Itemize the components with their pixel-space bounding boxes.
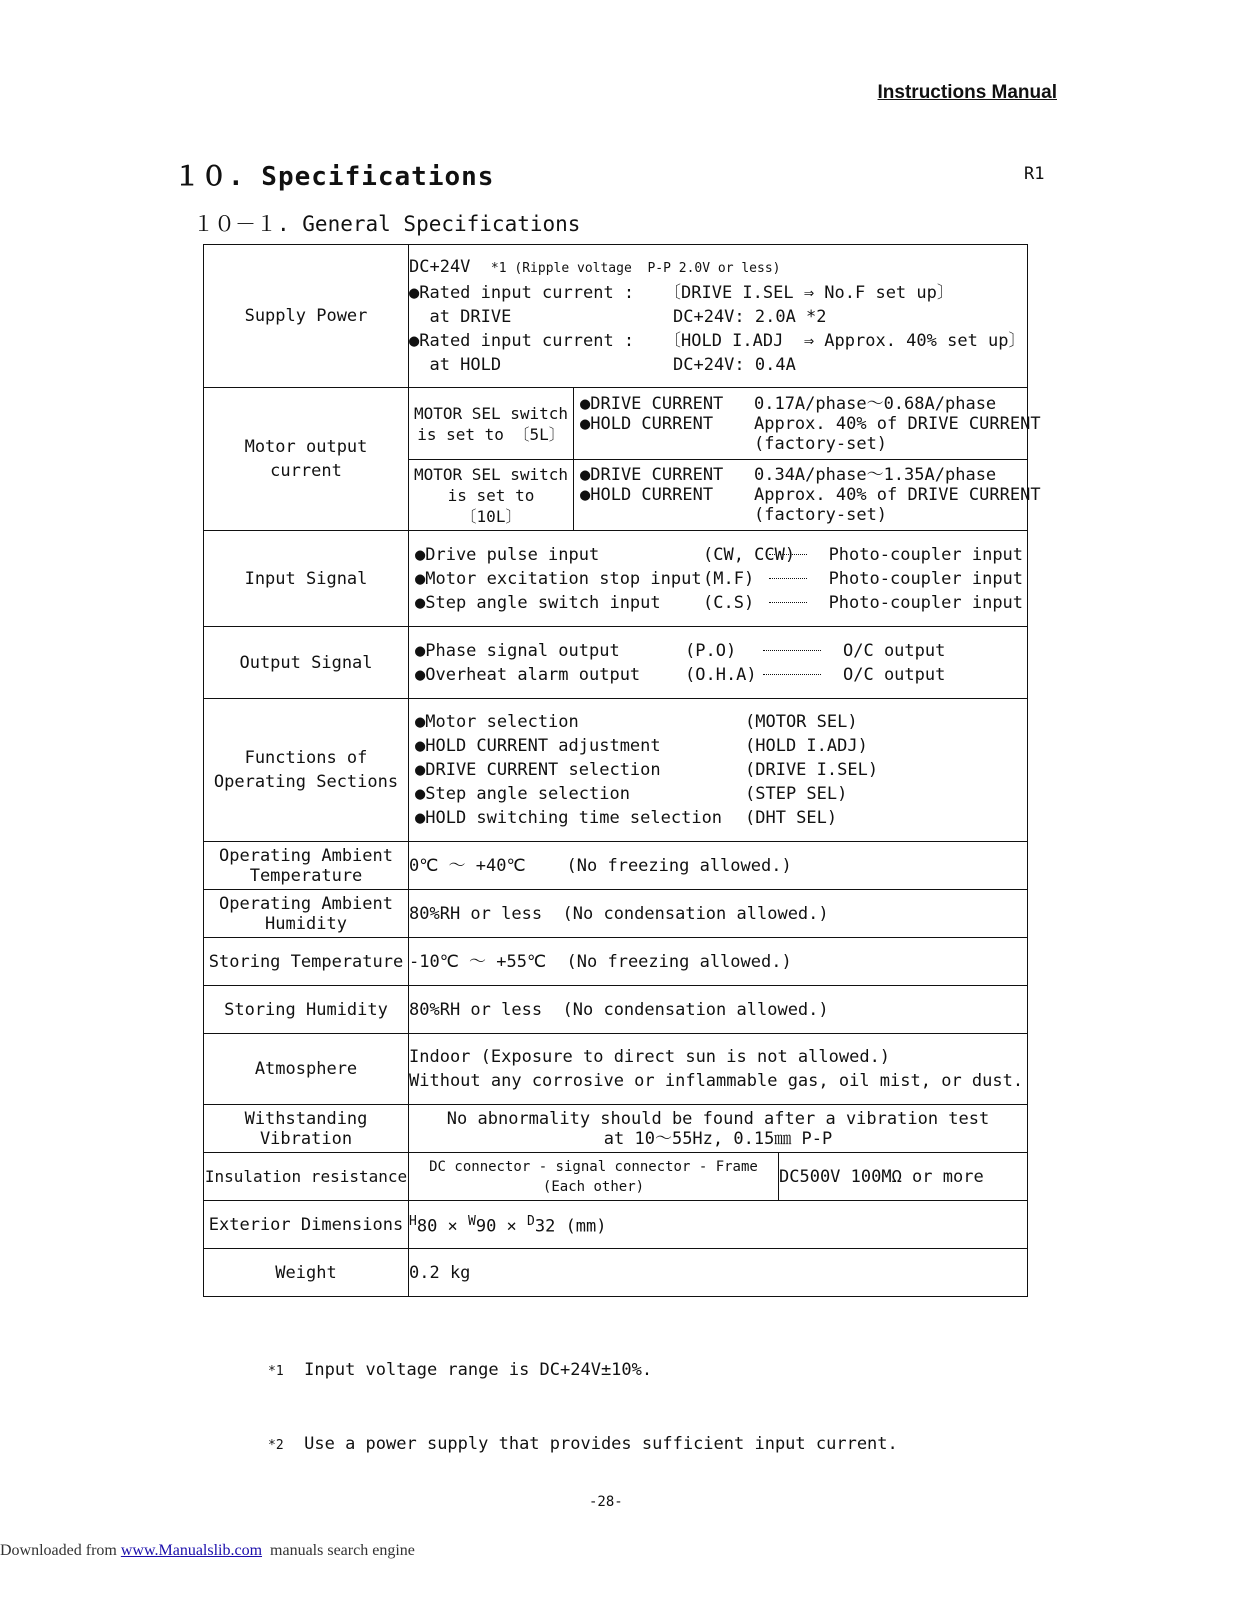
- vibration-line-2: at 10～55Hz, 0.15㎜ P-P: [603, 1128, 833, 1149]
- op-temp-label-2: Temperature: [249, 865, 363, 886]
- output-signal-code: (O.H.A): [685, 664, 757, 685]
- vibration-line-1: No abnormality should be found after a vibration test: [446, 1108, 990, 1129]
- table-row-dimensions: [204, 1201, 1028, 1249]
- motor-sel-5l-values: [574, 388, 1041, 460]
- weight-value: 0.2 kg: [409, 1249, 1028, 1297]
- rated-drive-setting: 〔DRIVE I.SEL ⇒ No.F set up〕: [664, 283, 954, 303]
- rated-hold-label: ●Rated input current :: [409, 331, 635, 351]
- atmosphere-line-2: Without any corrosive or inflammable gas, oil mist, or dust.: [409, 1071, 1024, 1091]
- manual-title: Instructions Manual: [877, 82, 1057, 103]
- op-temp-label-1: Operating Ambient: [219, 845, 393, 866]
- functions-label-1: Functions of: [244, 748, 368, 768]
- download-prefix: Downloaded from: [0, 1542, 121, 1559]
- subsection-title: １０－１. General Specifications: [193, 212, 581, 236]
- supply-voltage-note: *1 (Ripple voltage P-P 2.0V or less): [490, 261, 781, 276]
- op-temp-value: 0℃ ～ +40℃ (No freezing allowed.): [409, 842, 1028, 890]
- table-row-operating-humidity: [204, 890, 1028, 938]
- input-signal-name: ●Drive pulse input: [415, 544, 600, 565]
- factory-set-5l: (factory-set): [580, 433, 888, 454]
- rated-current-drive: [409, 281, 1027, 329]
- page-number: -28-: [589, 1494, 623, 1510]
- table-row-motor-output-5l: [204, 388, 1028, 460]
- rated-hold-setting: 〔HOLD I.ADJ ⇒ Approx. 40% set up〕: [664, 331, 1026, 351]
- motor-output-label-1: Motor output: [244, 437, 368, 457]
- dimension-width: 90 ×: [475, 1216, 528, 1237]
- dimension-width-mark: W: [468, 1214, 476, 1230]
- function-name: ●DRIVE CURRENT selection: [415, 760, 661, 780]
- op-temp-label: [204, 842, 409, 890]
- storing-humidity-label: Storing Humidity: [204, 986, 409, 1034]
- footnotes: [268, 1310, 898, 1482]
- table-row-insulation: [204, 1153, 1028, 1201]
- storing-temp-value: -10℃ ～ +55℃ (No freezing allowed.): [409, 938, 1028, 986]
- op-humidity-label-1: Operating Ambient: [219, 893, 393, 914]
- download-bar: [0, 1542, 415, 1560]
- dimension-height: 80 ×: [416, 1216, 469, 1237]
- table-row-vibration: [204, 1105, 1028, 1153]
- input-signal-label: Input Signal: [204, 531, 409, 627]
- function-code: (DHT SEL): [745, 808, 838, 828]
- general-specifications-table: [203, 244, 1041, 1297]
- functions-label: [204, 699, 409, 842]
- input-signal-type: Photo-coupler input: [828, 544, 1024, 565]
- leader-dots: [763, 650, 821, 651]
- dimensions-label: Exterior Dimensions: [204, 1201, 409, 1249]
- motor-sel-10l-values: [574, 460, 1041, 531]
- function-code: (STEP SEL): [745, 784, 848, 804]
- footnote-1: [268, 1358, 898, 1384]
- table-row-storing-temperature: [204, 938, 1028, 986]
- revision-label: R1: [1024, 164, 1045, 184]
- drive-current-5l: ●DRIVE CURRENT 0.17A/phase～0.68A/phase: [580, 393, 997, 414]
- dimension-depth: 32 (mm): [534, 1216, 607, 1237]
- leader-dots: [769, 602, 807, 603]
- leader-dots: [769, 554, 807, 555]
- function-code: (DRIVE I.SEL): [745, 760, 879, 780]
- hold-current-5l: ●HOLD CURRENT Approx. 40% of DRIVE CURRENT: [580, 413, 1041, 434]
- table-row-storing-humidity: [204, 986, 1028, 1034]
- table-row-input-signal: [204, 531, 1028, 627]
- op-humidity-label-2: Humidity: [265, 913, 347, 934]
- input-signal-code: (CW, CCW): [703, 544, 796, 565]
- section-title: １０. Specifications: [174, 162, 495, 192]
- vibration-label-2: Vibration: [259, 1128, 353, 1149]
- motor-sel-10l-line-3: 〔10L〕: [460, 506, 522, 526]
- rated-hold-value: DC+24V: 0.4A: [673, 355, 796, 375]
- dimension-height-mark: H: [409, 1214, 417, 1230]
- output-signal-list: [415, 639, 1027, 687]
- insulation-value: DC500V 100MΩ or more: [779, 1153, 1028, 1201]
- insulation-condition-line-2: (Each other): [542, 1178, 645, 1195]
- functions-value: [409, 699, 1028, 842]
- output-signal-name: ●Phase signal output: [415, 640, 620, 661]
- op-humidity-value: 80%RH or less (No condensation allowed.): [409, 890, 1028, 938]
- vibration-value: [409, 1105, 1028, 1153]
- vibration-label: [204, 1105, 409, 1153]
- function-name: ●HOLD switching time selection: [415, 808, 723, 828]
- supply-power-label: Supply Power: [204, 245, 409, 388]
- rated-hold-at: at HOLD: [409, 355, 502, 375]
- drive-current-10l: ●DRIVE CURRENT 0.34A/phase～1.35A/phase: [580, 465, 997, 485]
- motor-sel-10l-line-1: MOTOR SEL switch: [413, 464, 569, 484]
- motor-output-label-2: current: [270, 461, 342, 481]
- table-row-supply-power: [204, 245, 1028, 388]
- download-suffix: manuals search engine: [262, 1542, 415, 1559]
- insulation-label: Insulation resistance: [204, 1153, 409, 1201]
- input-signal-value: [409, 531, 1028, 627]
- motor-sel-5l-condition: [409, 388, 574, 460]
- weight-label: Weight: [204, 1249, 409, 1297]
- table-row-output-signal: [204, 627, 1028, 699]
- rated-drive-at: at DRIVE: [409, 307, 512, 327]
- vibration-label-1: Withstanding: [244, 1108, 368, 1129]
- supply-power-value: [409, 245, 1028, 388]
- input-signal-name: ●Step angle switch input: [415, 592, 661, 613]
- rated-drive-value: DC+24V: 2.0A *2: [673, 307, 827, 327]
- motor-sel-10l-condition: [409, 460, 574, 531]
- input-signal-code: (C.S): [703, 592, 755, 613]
- motor-sel-5l-line-1: MOTOR SEL switch: [413, 403, 569, 423]
- storing-temp-label: Storing Temperature: [204, 938, 409, 986]
- output-signal-value: [409, 627, 1028, 699]
- output-signal-type: O/C output: [843, 640, 946, 661]
- functions-list: [415, 710, 1027, 830]
- function-name: ●Step angle selection: [415, 784, 630, 804]
- input-signal-type: Photo-coupler input: [828, 568, 1024, 589]
- motor-sel-10l-line-2: is set to: [447, 485, 535, 505]
- supply-voltage: DC+24V: [409, 257, 471, 277]
- output-signal-type: O/C output: [843, 664, 946, 685]
- table-row-operating-temperature: [204, 842, 1028, 890]
- input-signal-name: ●Motor excitation stop input: [415, 568, 702, 589]
- storing-humidity-value: 80%RH or less (No condensation allowed.): [409, 986, 1028, 1034]
- dimension-depth-mark: D: [527, 1214, 535, 1230]
- rated-drive-label: ●Rated input current :: [409, 283, 635, 303]
- footnote-2: [268, 1432, 898, 1458]
- leader-dots: [763, 674, 821, 675]
- table-row-functions: [204, 699, 1028, 842]
- function-code: (MOTOR SEL): [745, 712, 858, 732]
- leader-dots: [769, 578, 807, 579]
- function-name: ●HOLD CURRENT adjustment: [415, 736, 661, 756]
- atmosphere-value: [409, 1034, 1028, 1105]
- function-name: ●Motor selection: [415, 712, 579, 732]
- input-signal-type: Photo-coupler input: [828, 592, 1024, 613]
- op-humidity-label: [204, 890, 409, 938]
- output-signal-name: ●Overheat alarm output: [415, 664, 641, 685]
- input-signal-code: (M.F): [703, 568, 755, 589]
- motor-sel-5l-line-2: is set to 〔5L〕: [417, 424, 565, 444]
- function-code: (HOLD I.ADJ): [745, 736, 868, 756]
- rated-current-hold: [409, 329, 1027, 377]
- input-signal-list: [415, 543, 1023, 615]
- footnote-mark: *2: [268, 1438, 284, 1453]
- table-row-atmosphere: [204, 1034, 1028, 1105]
- table-row-weight: [204, 1249, 1028, 1297]
- footnote-mark: *1: [268, 1364, 284, 1379]
- footnote-text: Input voltage range is DC+24V±10%.: [304, 1360, 653, 1380]
- insulation-condition-line-1: DC connector - signal connector - Frame: [429, 1158, 758, 1175]
- hold-current-10l: ●HOLD CURRENT Approx. 40% of DRIVE CURRENT: [580, 485, 1041, 505]
- insulation-condition: [409, 1153, 779, 1201]
- footnote-text: Use a power supply that provides sufficient input current.: [304, 1434, 898, 1454]
- dimensions-value: [409, 1201, 1028, 1249]
- output-signal-code: (P.O): [685, 640, 737, 661]
- motor-output-label: [204, 388, 409, 531]
- functions-label-2: Operating Sections: [213, 772, 399, 792]
- factory-set-10l: (factory-set): [580, 505, 888, 525]
- atmosphere-line-1: Indoor (Exposure to direct sun is not allowed.): [409, 1047, 891, 1067]
- output-signal-label: Output Signal: [204, 627, 409, 699]
- atmosphere-label: Atmosphere: [204, 1034, 409, 1105]
- manualslib-link[interactable]: www.Manualslib.com: [120, 1542, 263, 1559]
